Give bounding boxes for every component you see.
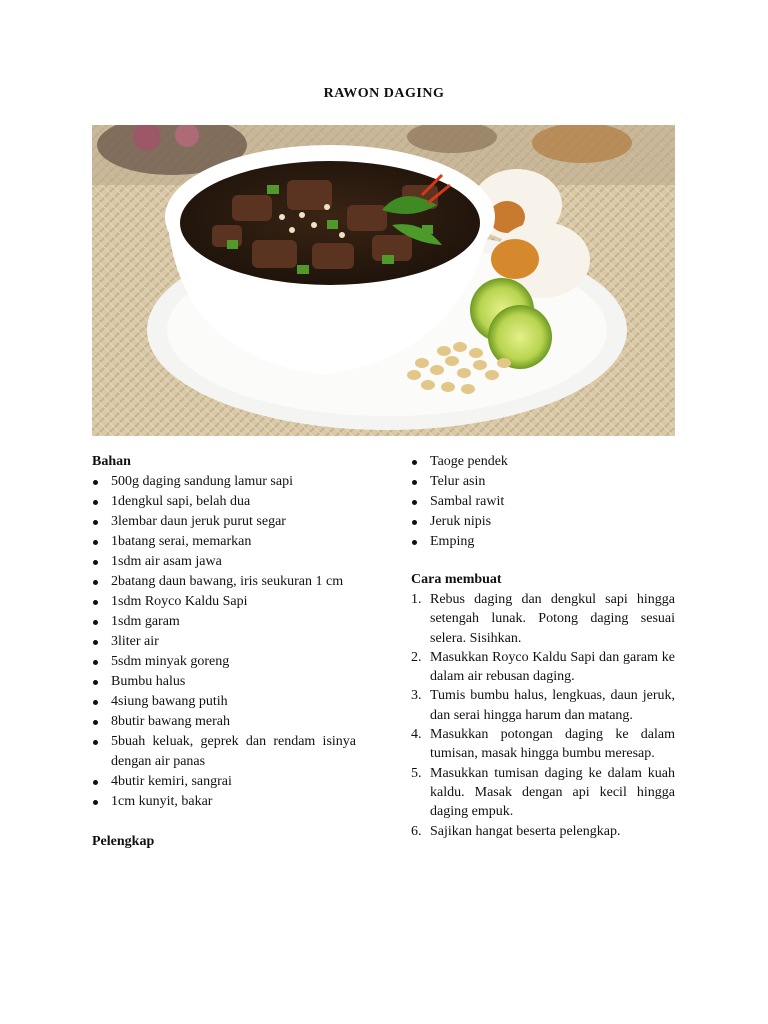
bullet-icon (412, 520, 417, 525)
list-item: 4siung bawang putih (92, 692, 356, 712)
page-title: RAWON DAGING (323, 86, 445, 101)
bullet-icon (93, 740, 98, 745)
rawon-photo (92, 125, 675, 436)
bahan-heading: Bahan (92, 454, 131, 469)
list-item: Emping (411, 532, 675, 552)
pelengkap-list (411, 452, 675, 552)
bullet-icon (93, 520, 98, 525)
bullet-icon (412, 500, 417, 505)
bullet-icon (93, 560, 98, 565)
list-item: Sambal rawit (411, 492, 675, 512)
bullet-icon (93, 780, 98, 785)
list-item: 5buah keluak, geprek dan rendam isinya dengan air panas (92, 732, 356, 772)
list-item: 500g daging sandung lamur sapi (92, 472, 356, 492)
step-item: 1. Rebus daging dan dengkul sapi hingga setengah lunak. Potong daging sesuai selera. Sisihkan. (411, 592, 675, 646)
list-item: 1sdm garam (92, 612, 356, 632)
step-item: 6. Sajikan hangat beserta pelengkap. (411, 823, 621, 839)
list-item: 1sdm air asam jawa (92, 552, 356, 572)
list-item: 1dengkul sapi, belah dua (92, 492, 356, 512)
list-item: 2batang daun bawang, iris seukuran 1 cm (92, 572, 356, 592)
list-item: Telur asin (411, 472, 675, 492)
bullet-icon (412, 540, 417, 545)
bullet-icon (93, 580, 98, 585)
bullet-icon (412, 460, 417, 465)
right-column (411, 452, 675, 841)
pelengkap-heading: Pelengkap (92, 834, 155, 849)
list-item: 1batang serai, memarkan (92, 532, 356, 552)
bullet-icon (93, 620, 98, 625)
bullet-icon (93, 640, 98, 645)
list-item: Taoge pendek (411, 452, 675, 472)
list-item: 3lembar daun jeruk purut segar (92, 512, 356, 532)
bahan-list (92, 472, 356, 812)
list-item: 1sdm Royco Kaldu Sapi (92, 592, 356, 612)
list-item: 1cm kunyit, bakar (92, 792, 356, 812)
list-item: 8butir bawang merah (92, 712, 356, 732)
bullet-icon (412, 480, 417, 485)
step-item: 3. Tumis bumbu halus, lengkuas, daun jeruk, dan serai hingga harum dan matang. (411, 688, 675, 723)
step-item: 4. Masukkan potongan daging ke dalam tumisan, masak hingga bumbu meresap. (411, 727, 675, 762)
bullet-icon (93, 540, 98, 545)
cara-steps (411, 590, 675, 841)
left-column (92, 452, 356, 852)
list-item: 3liter air (92, 632, 356, 652)
list-item: Jeruk nipis (411, 512, 675, 532)
bullet-icon (93, 720, 98, 725)
bullet-icon (93, 800, 98, 805)
bullet-icon (93, 680, 98, 685)
cara-heading: Cara membuat (411, 572, 502, 587)
list-item: 4butir kemiri, sangrai (92, 772, 356, 792)
step-item: 2. Masukkan Royco Kaldu Sapi dan garam ke dalam air rebusan daging. (411, 649, 675, 685)
bullet-icon (93, 480, 98, 485)
list-item: 5sdm minyak goreng (92, 652, 356, 672)
list-item: Bumbu halus (92, 672, 356, 692)
bullet-icon (93, 600, 98, 605)
step-item: 5. Masukkan tumisan daging ke dalam kuah kaldu. Masak dengan api kecil hingga daging empuk. (411, 765, 675, 820)
bullet-icon (93, 700, 98, 705)
bullet-icon (93, 660, 98, 665)
bullet-icon (93, 500, 98, 505)
